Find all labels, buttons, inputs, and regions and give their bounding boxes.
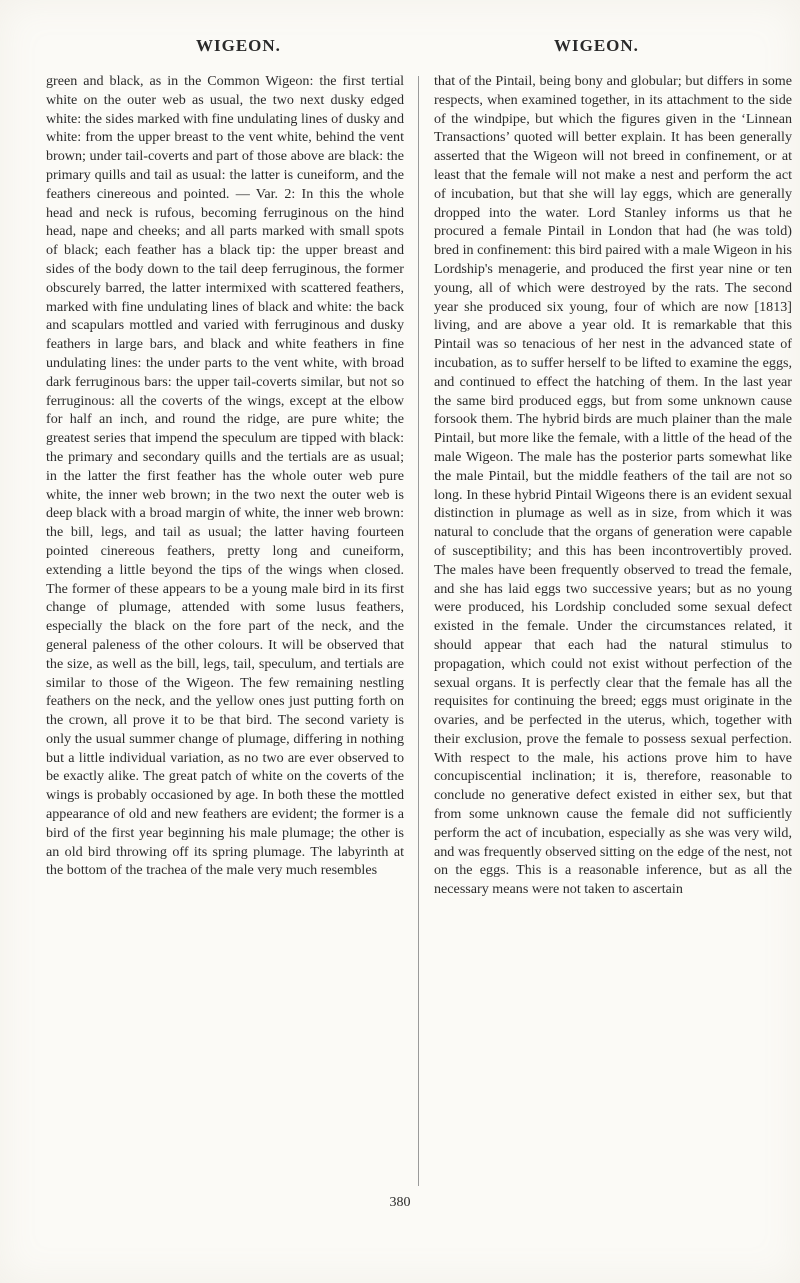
body-text-left: green and black, as in the Common Wigeon: the first tertial white on the outer web as usual, the two next dusky edged white: the sides marked with fine undulating lines of dusky and white: from the upper breast to the vent white, behind the vent brown; under tail-coverts and part of those above are black: the primary quills and tail as usual: the latter is cuneiform, and the feathers cinereous and pointed. — Var. 2: In this the whole head and neck is rufous, becoming ferruginous on the hind head, nape and cheeks; and all parts marked with small spots of black; each feather has a black tip: the upper breast and sides of the body down to the tail deep ferruginous, the former obscurely barred, the latter intermixed with scattered feathers, marked with fine undulating lines of black and white: the back and scapulars mottled and varied with ferruginous and dusky feathers in large bars, and black and white feathers in fine undulating lines: the under parts to the vent white, with broad dark ferruginous bars: the upper tail-coverts similar, but not so ferruginous: all the coverts of the wings, except at the elbow for half an inch, and round the ridge, are pure white; the greatest series that impend the speculum are tipped with black: the primary and secondary quills and the tertials are as usual; in the latter the first feather has the whole outer web pure white, the inner web brown; in the two next the outer web is deep black with a broad margin of white, the inner web brown: the bill, legs, and tail as usual; the latter having fourteen pointed cinereous feathers, pretty long and cuneiform, extending a little beyond the tips of the wings when closed. The former of these appears to be a young male bird in its first change of plumage, attended with some lusus feathers, especially the black on the fore part of the neck, and the general paleness of the other colours. It will be observed that the size, as well as the bill, legs, tail, speculum, and tertials are similar to those of the Wigeon. The few remaining nestling feathers on the neck, and the yellow ones just putting forth on the crown, all prove it to be that bird. The second variety is only the usual summer change of plumage, differing in nothing but a little individual variation, as no two are ever observed to be exactly alike. The great patch of white on the coverts of the wings is probably occasioned by age. In both these the mottled appearance of old and new feathers are evident; the former is a bird of the first year beginning his male plumage; the other is an old bird throwing off its spring plumage. The labyrinth at the bottom of the trachea of the male very much resembles [46, 73, 404, 879]
running-head-left: WIGEON. [196, 36, 281, 55]
text-column-right [434, 72, 792, 899]
column-divider [418, 76, 419, 1186]
text-column-left [46, 72, 404, 880]
page-number: 380 [389, 1195, 411, 1210]
body-text-right: that of the Pintail, being bony and globular; but differs in some respects, when examined together, in its attachment to the side of the windpipe, but which the figures given in the ‘Linnean Transactions’ quoted will better explain. It has been generally asserted that the Wigeon will not breed in confinement, or at least that the female will not make a nest and perform the act of incubation, but that she will lay eggs, which are generally dropped into the water. Lord Stanley informs us that he procured a female Pintail in London that had (he was told) bred in confinement: this bird paired with a male Wigeon in his Lordship's menagerie, and produced the first year nine or ten young, all of which were destroyed by the rats. The second year she produced six young, four of which are now [1813] living, and are above a year old. It is remarkable that this Pintail was so tenacious of her nest in the advanced state of incubation, as to suffer herself to be lifted to examine the eggs, and continued to effect the hatching of them. In the last year the same bird produced eggs, but from some unknown cause forsook them. The hybrid birds are much plainer than the male Pintail, but more like the female, with a little of the head of the male Wigeon. The male has the posterior parts somewhat like the male Pintail, but the middle feathers of the tail are not so long. In these hybrid Pintail Wigeons there is an evident sexual distinction in plumage as well as in size, from which it was natural to conclude that the organs of generation were capable of susceptibility; and this has been incontrovertibly proved. The males have been frequently observed to tread the female, and she has laid eggs two successive years; but as no young were produced, his Lordship concluded some sexual defect existed in the female. Under the circumstances related, it should appear that each had the natural stimulus to propagation, which could not exist without perfection of the sexual organs. It is perfectly clear that the female has all the requisites for continuing the breed; eggs must originate in the ovaries, and be perfected in the uterus, which, together with their exclusion, prove the female to possess sexual perfection. With respect to the male, his actions prove him to have concupiscential inclination; it is, therefore, reasonable to conclude no generative defect existed in either sex, but that from some unknown cause the female did not sufficiently perform the act of incubation, especially as she was very wild, and was frequently observed sitting on the edge of the nest, not on the eggs. This is a reasonable inference, but as all the necessary means were not taken to ascertain [434, 73, 792, 898]
running-head-right: WIGEON. [554, 36, 639, 55]
